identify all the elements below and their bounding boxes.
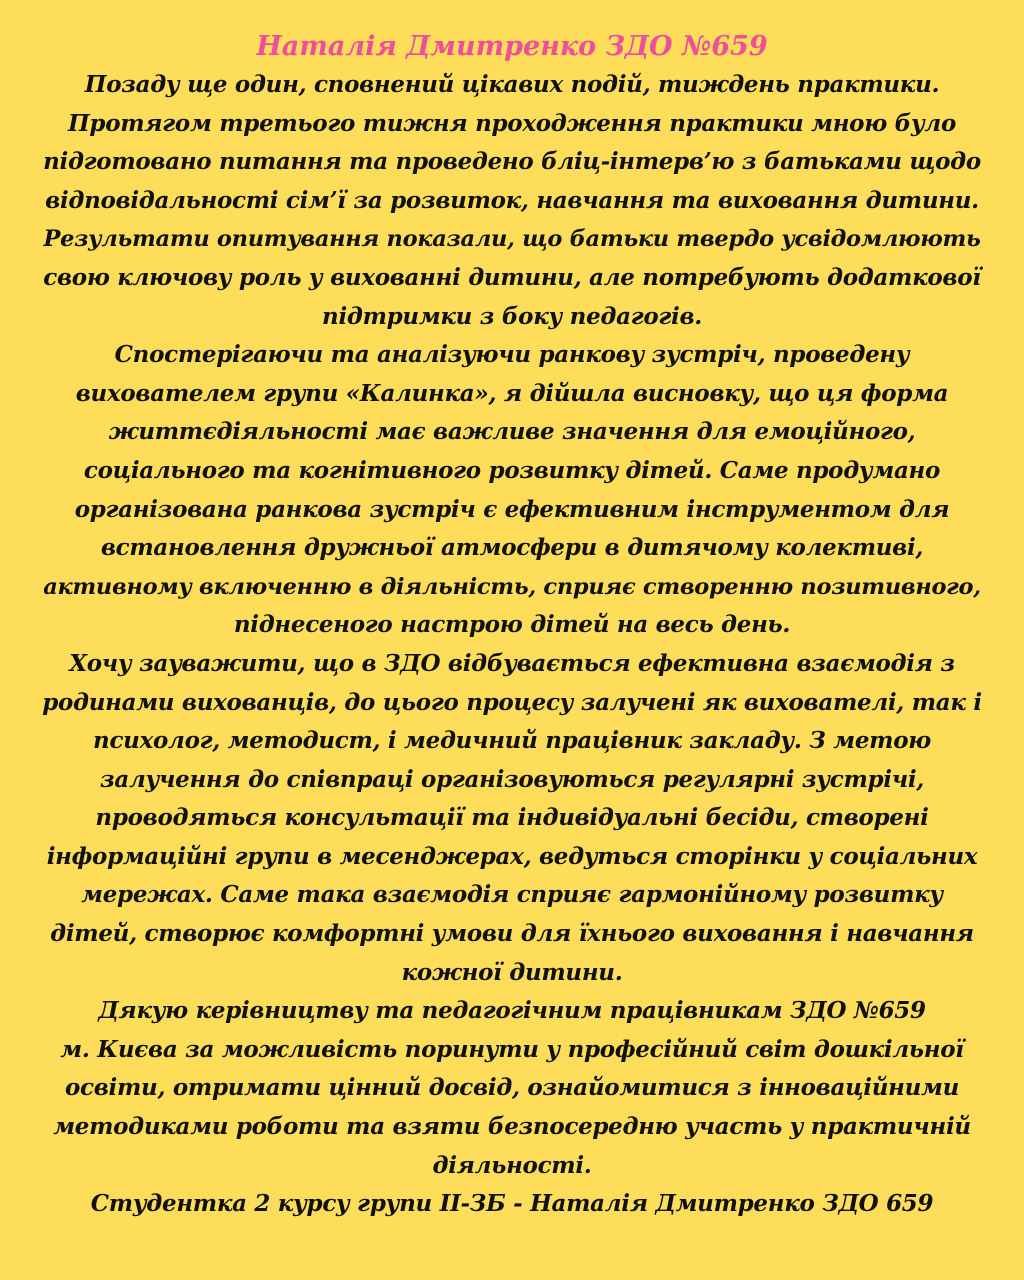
text-line: проводяться консультації та індивідуальні бесіди, створені [95, 804, 929, 832]
text-line: організована ранкова зустріч є ефективним інструментом для [74, 495, 950, 523]
text-line: Протягом третього тижня проходження практики мною було [68, 109, 956, 137]
text-line: кожної дитини. [401, 958, 623, 986]
text-line: освіти, отримати цінний досвід, ознайомитися з інноваційними [65, 1074, 959, 1102]
text-line: Результати опитування показали, що батьки твердо усвідомлюють [43, 226, 981, 253]
text-line: встановлення дружньої атмосфери в дитячому колективі, [100, 534, 924, 562]
text-line: Спостерігаючи та аналізуючи ранкову зустріч, проведену [114, 341, 910, 369]
signature-line: Студентка 2 курсу групи ІІ-ЗБ - Наталія Дмитренко ЗДО 659 [90, 1190, 934, 1218]
text-line: Дякую керівництву та педагогічним працівникам ЗДО №659 [98, 997, 926, 1025]
text-line: підтримки з боку педагогів. [322, 302, 702, 330]
text-line: методиками роботи та взяти безпосередню участь у практичній [53, 1113, 971, 1141]
text-line: діяльності. [432, 1151, 592, 1179]
text-line: свою ключову роль у вихованні дитини, але потребують додаткової [43, 263, 981, 291]
text-line: соціального та когнітивного розвитку дітей. Саме продумано [83, 456, 941, 484]
text-line: вихователем групи «Калинка», я дійшла висновку, що ця форма [75, 379, 949, 407]
text-line: психолог, методист, і медичний працівник закладу. З метою [93, 727, 931, 755]
text-line: відповідальності сім’ї за розвиток, навчання та виховання дитини. [45, 186, 979, 214]
text-line: активному включенню в діяльність, сприяє створенню позитивного, [43, 573, 981, 600]
text-line: інформаційні групи в месенджерах, ведуться сторінки у соціальних [46, 842, 978, 870]
text-line: життєдіяльності має важливе значення для емоційного, [108, 418, 916, 446]
text-line: мережах. Саме така взаємодія сприяє гармонійному розвитку [81, 881, 943, 909]
text-line: залучення до співпраці організовуються регулярні зустрічі, [100, 765, 924, 793]
document-title: Наталія Дмитренко ЗДО №659 [256, 31, 768, 62]
text-line: підготовано питання та проведено бліц-інтерв’ю з батьками щодо [43, 148, 981, 176]
text-line: Позаду ще один, сповнений цікавих подій, тиждень практики. [84, 71, 940, 98]
text-line: м. Києва за можливість поринути у професійний світ дошкільної [60, 1035, 964, 1063]
text-line: піднесеного настрою дітей на весь день. [233, 611, 791, 639]
text-line: родинами вихованців, до цього процесу залучені як вихователі, так і [42, 688, 982, 716]
text-line: дітей, створює комфортні умови для їхнього виховання і навчання [50, 920, 974, 948]
text-line: Хочу зауважити, що в ЗДО відбувається ефективна взаємодія з [69, 649, 955, 677]
